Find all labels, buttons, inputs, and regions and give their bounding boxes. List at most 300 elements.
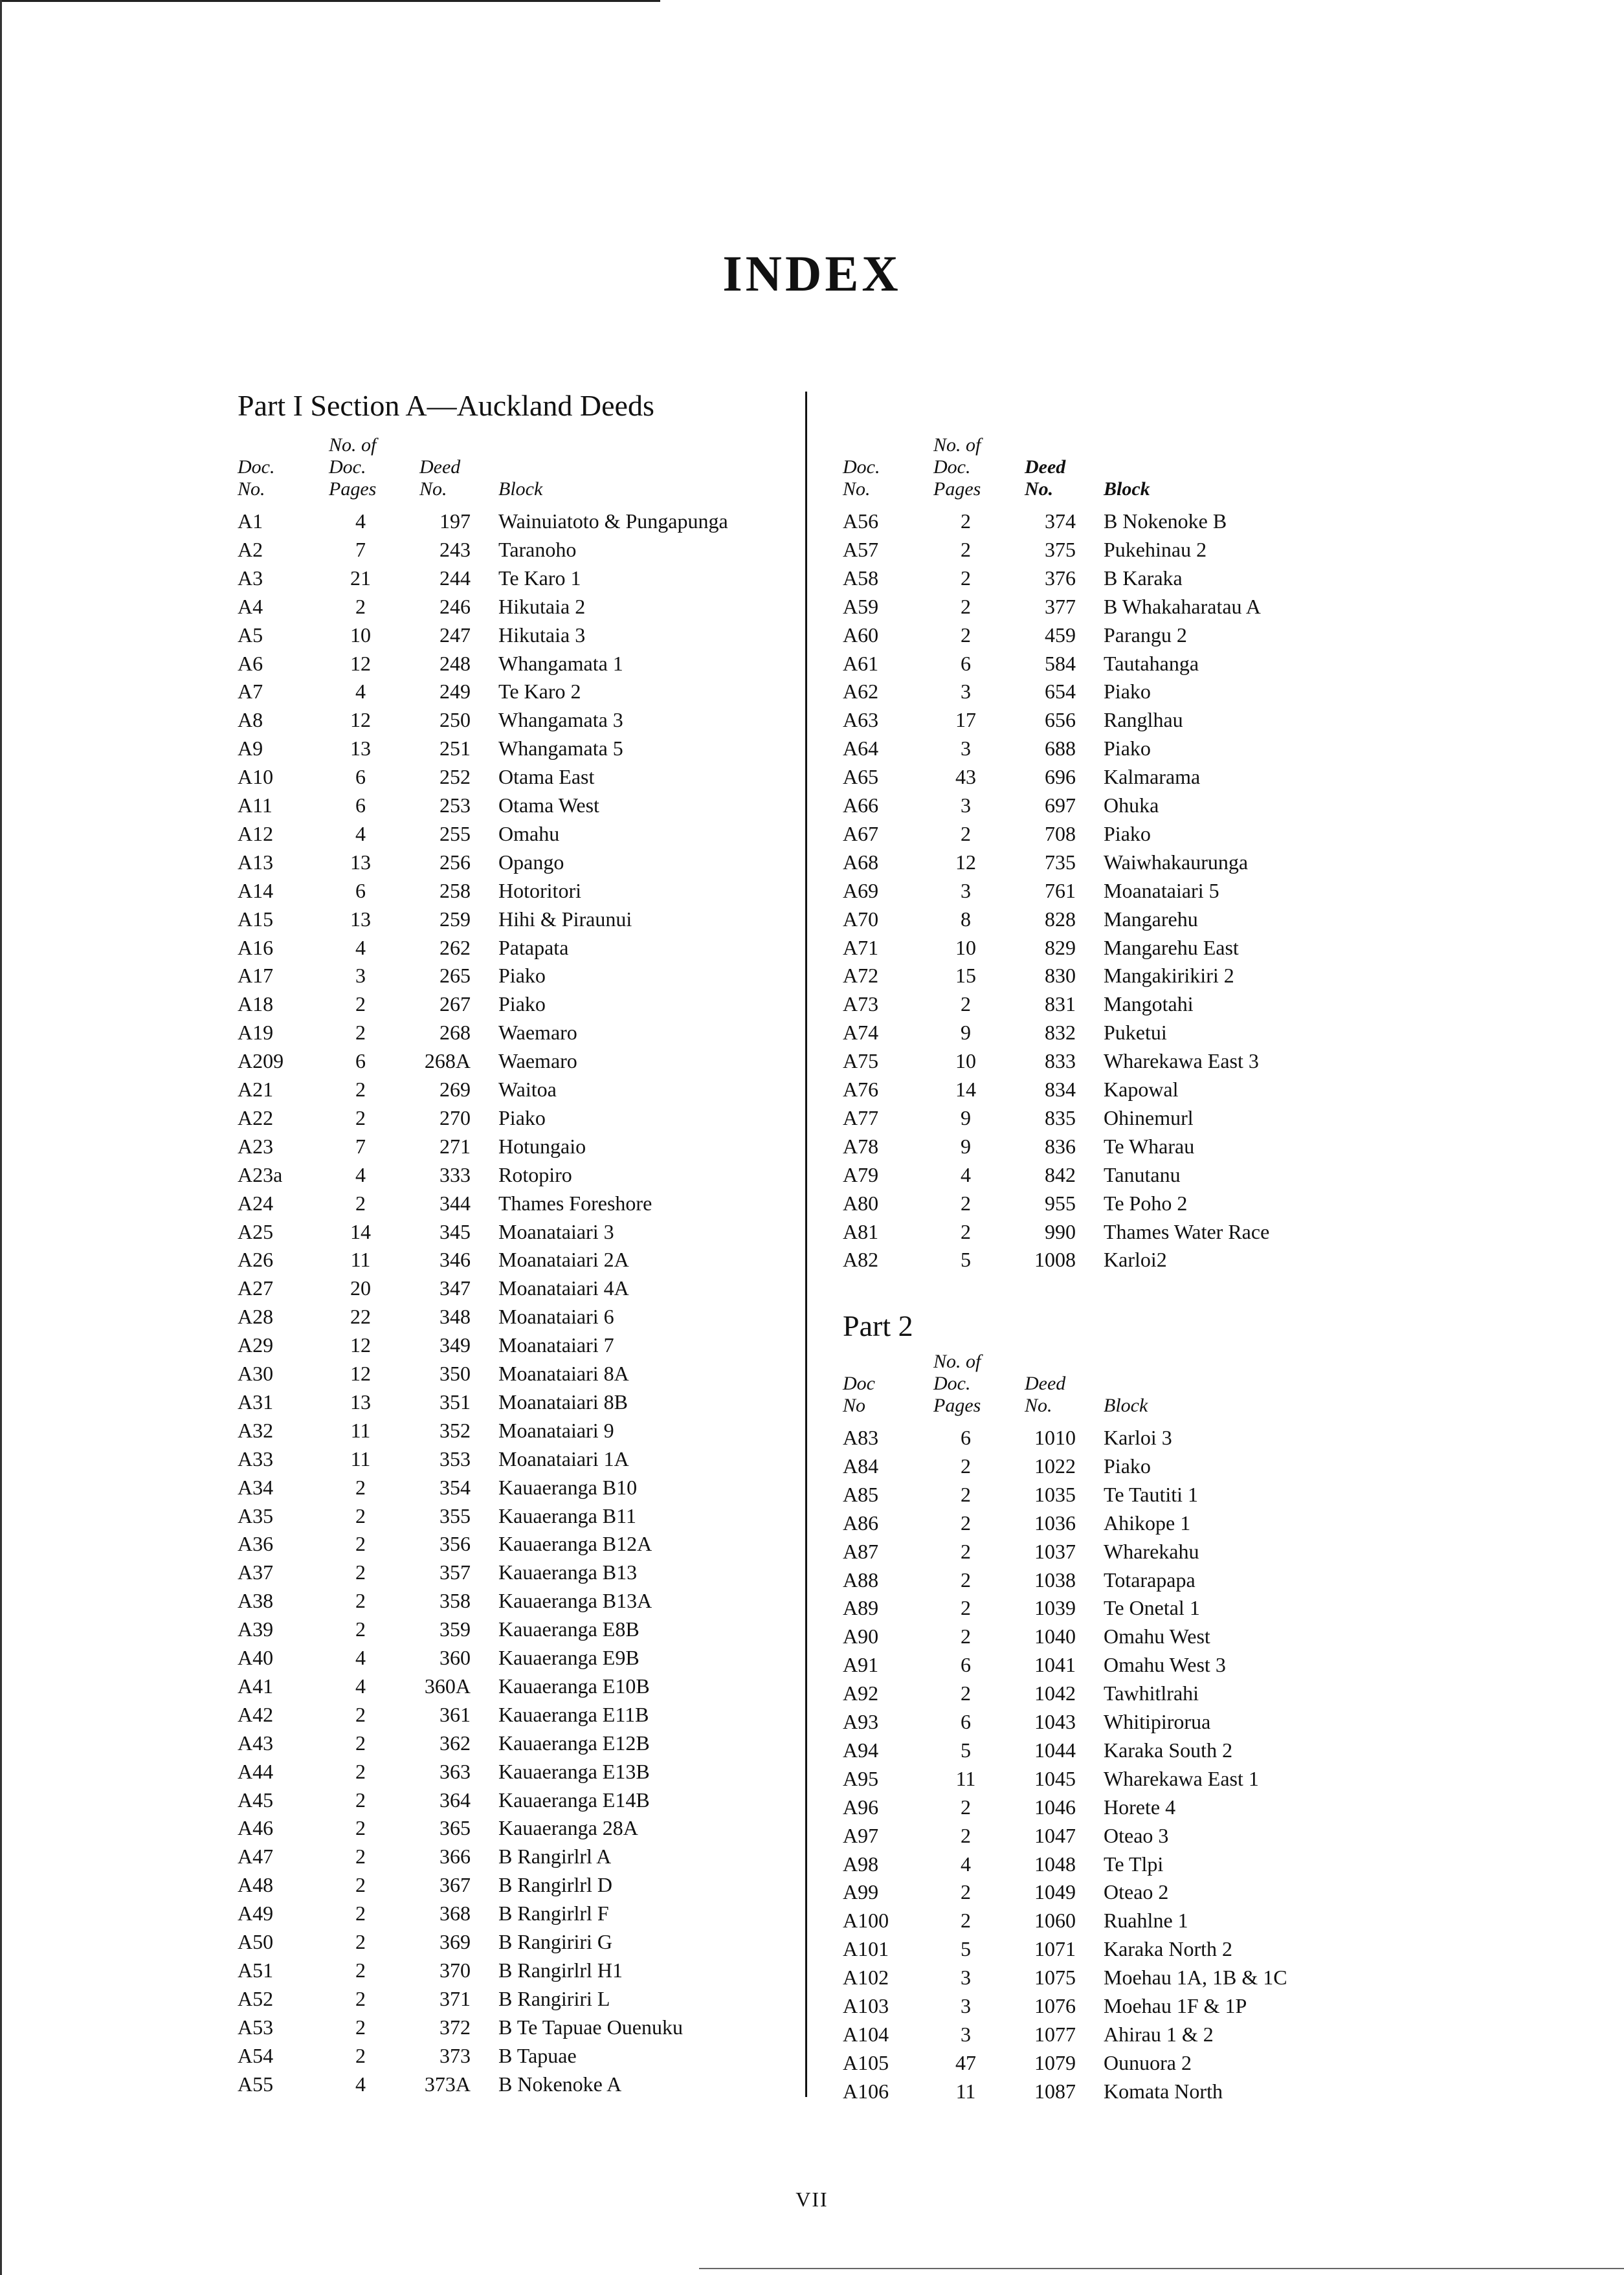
doc-pages: 8 [961, 907, 971, 931]
doc-pages: 6 [355, 793, 366, 817]
doc-number: A46 [238, 1816, 274, 1840]
block-name: Te Onetal 1 [1104, 1596, 1200, 1620]
block-name: Oteao 2 [1104, 1880, 1169, 1904]
part2-header-block: Block [1104, 1395, 1148, 1416]
doc-pages: 2 [961, 1511, 971, 1535]
block-name: Te Karo 2 [498, 680, 581, 704]
block-name: Mangarehu East [1104, 935, 1239, 959]
block-name: Kapowal [1104, 1078, 1179, 1101]
doc-number: A80 [843, 1191, 879, 1215]
doc-pages: 2 [355, 1702, 366, 1726]
table-row [238, 1445, 794, 1473]
deed-number: 250 [439, 708, 471, 732]
doc-number: A89 [843, 1596, 879, 1620]
doc-pages: 2 [355, 1021, 366, 1045]
block-name: Whitipirorua [1104, 1710, 1211, 1733]
doc-number: A92 [843, 1681, 879, 1705]
hdr-deed-l2: No. [419, 478, 447, 500]
deed-number: 356 [439, 1532, 471, 1556]
deed-number: 1077 [1034, 2022, 1076, 2046]
doc-pages: 2 [961, 623, 971, 647]
block-name: Moanataiari 6 [498, 1305, 614, 1329]
deed-number: 352 [439, 1418, 471, 1442]
block-name: Kalmarama [1104, 765, 1201, 789]
doc-pages: 4 [355, 680, 366, 704]
block-name: B Te Tapuae Ouenuku [498, 2015, 683, 2039]
doc-pages: 13 [350, 850, 371, 874]
doc-pages: 14 [350, 1219, 371, 1243]
table-row [238, 933, 794, 962]
doc-pages: 2 [961, 594, 971, 618]
table-row [843, 1537, 1399, 1566]
block-name: Otama West [498, 793, 599, 817]
deed-number: 249 [439, 680, 471, 704]
deed-number: 1044 [1034, 1738, 1076, 1762]
part2-header-doc [843, 1373, 875, 1417]
block-name: B Rangiriri L [498, 1986, 610, 2010]
doc-pages: 43 [955, 765, 976, 789]
doc-number: A76 [843, 1078, 879, 1101]
block-name: Piako [498, 992, 546, 1016]
doc-pages: 6 [355, 878, 366, 902]
deed-number: 370 [439, 1958, 471, 1982]
doc-pages: 13 [350, 1390, 371, 1414]
block-name: Opango [498, 850, 564, 874]
table-row [843, 1160, 1399, 1189]
doc-number: A41 [238, 1674, 274, 1698]
table-row [843, 876, 1399, 905]
block-name: B Whakaharatau A [1104, 594, 1261, 618]
table-row [238, 819, 794, 848]
table-row [238, 1104, 794, 1132]
doc-number: A8 [238, 708, 263, 732]
table-row [843, 1622, 1399, 1650]
table-row [238, 1984, 794, 2013]
deed-number: 708 [1045, 821, 1076, 845]
doc-number: A102 [843, 1966, 889, 1990]
doc-number: A75 [843, 1049, 879, 1073]
doc-pages: 3 [961, 2022, 971, 2046]
table-row [238, 621, 794, 649]
hdr-pages-l2: Doc. [329, 456, 366, 478]
doc-pages: 11 [955, 2079, 976, 2103]
doc-number: A73 [843, 992, 879, 1016]
doc-number: A53 [238, 2015, 274, 2039]
deed-number: 271 [439, 1134, 471, 1158]
deed-number: 459 [1045, 623, 1076, 647]
table-row [843, 1047, 1399, 1075]
doc-pages: 2 [355, 2043, 366, 2067]
table-row [238, 2013, 794, 2041]
block-name: Whangamata 3 [498, 708, 623, 732]
table-row [843, 933, 1399, 962]
block-name: Whangamata 1 [498, 651, 623, 675]
hdr-pages-l3: Pages [933, 1395, 981, 1416]
table-row [843, 1480, 1399, 1509]
block-name: Kauaeranga B11 [498, 1504, 636, 1527]
doc-number: A81 [843, 1219, 879, 1243]
deed-number: 268A [424, 1049, 471, 1073]
doc-pages: 2 [355, 1958, 366, 1982]
block-name: Hotoritori [498, 878, 581, 902]
deed-number: 373A [424, 2072, 471, 2096]
doc-number: A29 [238, 1333, 274, 1357]
part2-heading: Part 2 [843, 1309, 913, 1342]
block-name: Komata North [1104, 2079, 1223, 2103]
deed-number: 1045 [1034, 1766, 1076, 1790]
doc-number: A63 [843, 708, 879, 732]
part1-heading: Part I Section A—Auckland Deeds [238, 389, 654, 422]
block-name: Te Karo 1 [498, 566, 581, 590]
block-name: B Karaka [1104, 566, 1183, 590]
doc-number: A99 [843, 1880, 879, 1904]
hdr-deed-l2: No. [1025, 1395, 1052, 1416]
block-name: Piako [1104, 821, 1151, 845]
doc-pages: 2 [961, 1191, 971, 1215]
table-row [843, 961, 1399, 990]
block-name: Omahu West 3 [1104, 1653, 1226, 1677]
table-row [238, 1842, 794, 1870]
doc-number: A50 [238, 1930, 274, 1953]
hdr-pages-l1: No. of [933, 434, 981, 456]
deed-number: 1046 [1034, 1795, 1076, 1819]
doc-number: A39 [238, 1617, 274, 1641]
block-name: Horete 4 [1104, 1795, 1176, 1819]
table-row [843, 1935, 1399, 1963]
doc-pages: 3 [961, 737, 971, 760]
doc-number: A57 [843, 537, 879, 561]
deed-number: 364 [439, 1788, 471, 1812]
deed-number: 345 [439, 1219, 471, 1243]
table-row [238, 1729, 794, 1757]
block-name: Omahu West [1104, 1625, 1210, 1648]
block-name: Puketui [1104, 1021, 1167, 1045]
deed-number: 376 [1045, 566, 1076, 590]
table-row [238, 1586, 794, 1615]
part1cont-header-doc [843, 456, 880, 500]
deed-number: 369 [439, 1930, 471, 1953]
table-row [238, 1132, 794, 1160]
deed-number: 259 [439, 907, 471, 931]
doc-number: A66 [843, 793, 879, 817]
block-name: Kauaeranga E12B [498, 1731, 650, 1755]
deed-number: 362 [439, 1731, 471, 1755]
doc-pages: 20 [350, 1276, 371, 1300]
deed-number: 697 [1045, 793, 1076, 817]
doc-pages: 7 [355, 537, 366, 561]
table-row [843, 705, 1399, 734]
deed-number: 1040 [1034, 1625, 1076, 1648]
block-name: Ruahlne 1 [1104, 1909, 1188, 1933]
deed-number: 256 [439, 850, 471, 874]
doc-pages: 21 [350, 566, 371, 590]
doc-number: A106 [843, 2079, 889, 2103]
block-name: Kauaeranga E14B [498, 1788, 650, 1812]
doc-pages: 11 [350, 1248, 371, 1272]
doc-number: A31 [238, 1390, 274, 1414]
table-row [238, 1075, 794, 1104]
block-name: Waitoa [498, 1078, 557, 1101]
doc-pages: 2 [961, 566, 971, 590]
doc-number: A79 [843, 1162, 879, 1186]
block-name: Wharekawa East 1 [1104, 1766, 1259, 1790]
doc-number: A51 [238, 1958, 274, 1982]
table-row [843, 1736, 1399, 1764]
doc-number: A69 [843, 878, 879, 902]
table-row [843, 848, 1399, 876]
table-row [238, 1870, 794, 1899]
deed-number: 1079 [1034, 2050, 1076, 2074]
doc-number: A59 [843, 594, 879, 618]
deed-number: 267 [439, 992, 471, 1016]
deed-number: 354 [439, 1475, 471, 1499]
block-name: B Rangirlrl F [498, 1902, 609, 1925]
doc-pages: 2 [961, 509, 971, 533]
deed-number: 371 [439, 1986, 471, 2010]
table-row [238, 1757, 794, 1786]
table-row [843, 734, 1399, 762]
deed-number: 761 [1045, 878, 1076, 902]
doc-number: A71 [843, 935, 879, 959]
doc-number: A209 [238, 1049, 284, 1073]
doc-pages: 6 [961, 1653, 971, 1677]
doc-number: A49 [238, 1902, 274, 1925]
deed-number: 244 [439, 566, 471, 590]
table-row [238, 1302, 794, 1331]
doc-pages: 2 [355, 1191, 366, 1215]
table-row [238, 1615, 794, 1643]
doc-number: A6 [238, 651, 263, 675]
block-name: Rotopiro [498, 1162, 572, 1186]
block-name: B Rangirlrl A [498, 1845, 612, 1869]
block-name: Moanataiari 8A [498, 1362, 629, 1385]
deed-number: 248 [439, 651, 471, 675]
block-name: Thames Water Race [1104, 1219, 1270, 1243]
hdr-doc-l2: No. [843, 478, 871, 500]
block-name: Moanataiari 3 [498, 1219, 614, 1243]
block-name: Wainuiatoto & Pungapunga [498, 509, 728, 533]
table-row [843, 1963, 1399, 1992]
doc-pages: 9 [961, 1134, 971, 1158]
block-name: Moanataiari 4A [498, 1276, 629, 1300]
doc-number: A94 [843, 1738, 879, 1762]
block-name: Totarapapa [1104, 1568, 1196, 1592]
doc-number: A45 [238, 1788, 274, 1812]
deed-number: 368 [439, 1902, 471, 1925]
deed-number: 374 [1045, 509, 1076, 533]
hdr-pages-l2: Doc. [933, 1373, 971, 1394]
deed-number: 830 [1045, 964, 1076, 988]
doc-number: A74 [843, 1021, 879, 1045]
deed-number: 1038 [1034, 1568, 1076, 1592]
deed-number: 366 [439, 1845, 471, 1869]
block-name: Mangakirikiri 2 [1104, 964, 1234, 988]
deed-number: 344 [439, 1191, 471, 1215]
deed-number: 1041 [1034, 1653, 1076, 1677]
hdr-pages-l3: Pages [933, 478, 981, 500]
doc-number: A42 [238, 1702, 274, 1726]
table-row [843, 1878, 1399, 1906]
deed-number: 269 [439, 1078, 471, 1101]
table-row [238, 2041, 794, 2070]
doc-pages: 11 [350, 1418, 371, 1442]
deed-number: 258 [439, 878, 471, 902]
doc-pages: 4 [355, 509, 366, 533]
hdr-doc-l1: Doc [843, 1373, 875, 1394]
doc-pages: 12 [350, 1362, 371, 1385]
doc-number: A22 [238, 1105, 274, 1129]
doc-pages: 4 [355, 1674, 366, 1698]
block-name: Moanataiari 2A [498, 1248, 629, 1272]
block-name: Oteao 3 [1104, 1823, 1169, 1847]
doc-pages: 2 [355, 1560, 366, 1584]
deed-number: 990 [1045, 1219, 1076, 1243]
part1-header-block: Block [498, 478, 543, 500]
deed-number: 584 [1045, 651, 1076, 675]
doc-pages: 6 [355, 765, 366, 789]
doc-pages: 2 [961, 1454, 971, 1478]
block-name: Pukehinau 2 [1104, 537, 1207, 561]
deed-number: 348 [439, 1305, 471, 1329]
part1-header-pages [329, 434, 376, 500]
doc-number: A36 [238, 1532, 274, 1556]
deed-number: 1047 [1034, 1823, 1076, 1847]
deed-number: 832 [1045, 1021, 1076, 1045]
block-name: Wharekawa East 3 [1104, 1049, 1259, 1073]
doc-pages: 3 [961, 878, 971, 902]
deed-number: 360 [439, 1646, 471, 1669]
table-row [238, 848, 794, 876]
table-row [843, 1132, 1399, 1160]
deed-number: 1060 [1034, 1909, 1076, 1933]
doc-pages: 2 [961, 1596, 971, 1620]
deed-number: 349 [439, 1333, 471, 1357]
doc-number: A93 [843, 1710, 879, 1733]
block-name: Mangotahi [1104, 992, 1194, 1016]
table-row [843, 592, 1399, 621]
deed-number: 270 [439, 1105, 471, 1129]
doc-number: A54 [238, 2043, 274, 2067]
deed-number: 654 [1045, 680, 1076, 704]
table-row [238, 1643, 794, 1672]
doc-pages: 6 [961, 1426, 971, 1449]
block-name: Omahu [498, 821, 560, 845]
table-row [843, 1075, 1399, 1104]
block-name: Parangu 2 [1104, 623, 1187, 647]
hdr-deed-l1: Deed [1025, 456, 1066, 478]
doc-pages: 2 [355, 1589, 366, 1613]
deed-number: 1043 [1034, 1710, 1076, 1733]
table-row [843, 535, 1399, 564]
doc-number: A58 [843, 566, 879, 590]
table-row [238, 1899, 794, 1927]
doc-pages: 2 [961, 1482, 971, 1506]
block-name: Tawhitlrahi [1104, 1681, 1199, 1705]
scan-edge-bottom [699, 2268, 1624, 2269]
table-row [843, 1850, 1399, 1878]
block-name: Hihi & Piraunui [498, 907, 632, 931]
table-row [238, 1700, 794, 1729]
doc-number: A65 [843, 765, 879, 789]
deed-number: 346 [439, 1248, 471, 1272]
doc-pages: 4 [355, 935, 366, 959]
doc-pages: 6 [355, 1049, 366, 1073]
table-row [238, 1502, 794, 1530]
doc-number: A97 [843, 1823, 879, 1847]
table-row [843, 1104, 1399, 1132]
deed-number: 255 [439, 821, 471, 845]
deed-number: 365 [439, 1816, 471, 1840]
block-name: Te Tautiti 1 [1104, 1482, 1199, 1506]
block-name: B Rangirlrl D [498, 1873, 612, 1897]
doc-number: A85 [843, 1482, 879, 1506]
table-row [843, 2077, 1399, 2105]
doc-pages: 3 [961, 1966, 971, 1990]
doc-number: A7 [238, 680, 263, 704]
doc-number: A55 [238, 2072, 274, 2096]
deed-number: 197 [439, 509, 471, 533]
deed-number: 361 [439, 1702, 471, 1726]
doc-pages: 6 [961, 1710, 971, 1733]
block-name: B Tapuae [498, 2043, 577, 2067]
doc-number: A44 [238, 1759, 274, 1783]
doc-pages: 2 [355, 1788, 366, 1812]
block-name: Karaka North 2 [1104, 1937, 1233, 1961]
block-name: Te Wharau [1104, 1134, 1195, 1158]
doc-pages: 2 [961, 1909, 971, 1933]
deed-number: 1010 [1034, 1426, 1076, 1449]
table-row [238, 677, 794, 705]
part1cont-header-block: Block [1104, 478, 1150, 500]
doc-number: A33 [238, 1447, 274, 1470]
doc-number: A1 [238, 509, 263, 533]
doc-number: A72 [843, 964, 879, 988]
table-row [843, 1764, 1399, 1793]
page-title: INDEX [722, 245, 902, 302]
deed-number: 268 [439, 1021, 471, 1045]
doc-pages: 2 [355, 1845, 366, 1869]
table-row [843, 2020, 1399, 2048]
table-row [238, 1274, 794, 1302]
part1cont-header-pages [933, 434, 981, 500]
table-row [843, 791, 1399, 819]
table-row [843, 819, 1399, 848]
doc-number: A13 [238, 850, 274, 874]
doc-pages: 2 [961, 1823, 971, 1847]
doc-pages: 2 [961, 1219, 971, 1243]
doc-pages: 7 [355, 1134, 366, 1158]
table-row [843, 507, 1399, 535]
doc-pages: 15 [955, 964, 976, 988]
doc-number: A104 [843, 2022, 889, 2046]
doc-pages: 2 [355, 1078, 366, 1101]
doc-pages: 5 [961, 1738, 971, 1762]
doc-pages: 2 [355, 1731, 366, 1755]
hdr-pages-l1: No. of [329, 434, 377, 456]
doc-pages: 13 [350, 737, 371, 760]
block-name: B Nokenoke A [498, 2072, 622, 2096]
doc-number: A84 [843, 1454, 879, 1478]
table-row [238, 592, 794, 621]
doc-number: A103 [843, 1994, 889, 2017]
doc-number: A24 [238, 1191, 274, 1215]
table-row [238, 1359, 794, 1388]
deed-number: 1049 [1034, 1880, 1076, 1904]
deed-number: 1039 [1034, 1596, 1076, 1620]
doc-pages: 2 [961, 1568, 971, 1592]
deed-number: 357 [439, 1560, 471, 1584]
table-row [238, 1814, 794, 1842]
